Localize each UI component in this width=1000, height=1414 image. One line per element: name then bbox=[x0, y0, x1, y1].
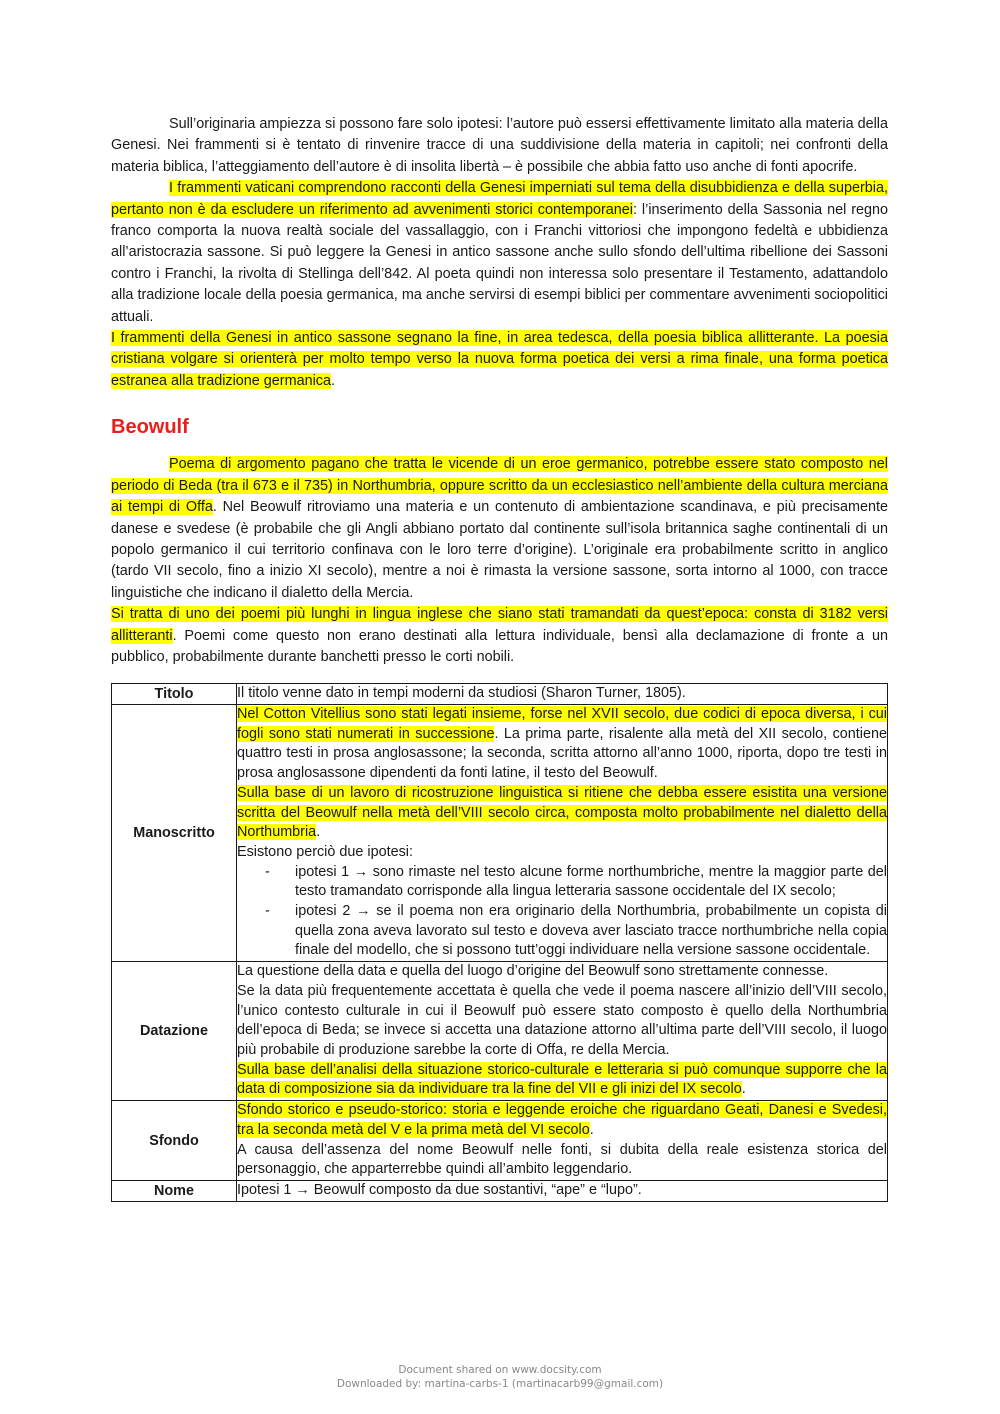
cell-text: Se la data più frequentemente accettata è quella che vede il poema nascere all’inizio dell’VIII secolo, l’unico contesto culturale in cui il Beowulf può essere stato composto è quello della Northumbria dell’epoca di Beda; se invece si accetta una datazione attorno all’ultima parte dell’VIII secolo, il luogo più probabile di produzione sarebbe la corte di Offa, re della Mercia. bbox=[237, 982, 887, 1058]
cell-text: Il titolo venne dato in tempi moderni da studiosi (Sharon Turner, 1805). bbox=[237, 685, 686, 702]
cell-text: . La prima parte, risalente alla metà del XII secolo, contiene quattro testi in prosa anglosassone; la seconda, scritta attorno all’anno 1000, riporta, dopo tre testi in prosa anglosassone dipendenti da fonti latine, il testo del Beowulf. bbox=[237, 725, 888, 782]
row-content bbox=[237, 684, 888, 705]
document-page bbox=[111, 114, 888, 1202]
highlighted-text: Sulla base dell’analisi della situazione storico-culturale e letteraria si può comunque supporre che la data di composizione sia da individuare tra la fine del VII e gli inizi del IX secolo bbox=[237, 1061, 887, 1098]
highlighted-text: Sfondo storico e pseudo-storico: storia e leggende eroiche che riguardano Geati, Danesi e Svedesi, tra la seconda metà del V e la prima metà del VI secolo bbox=[237, 1102, 887, 1138]
row-label: Datazione bbox=[112, 962, 237, 1101]
manuscript-paragraph-1 bbox=[237, 705, 887, 784]
intro-paragraph bbox=[111, 114, 888, 178]
row-content bbox=[237, 962, 888, 1101]
hypotheses-intro: Esistono perciò due ipotesi: bbox=[237, 843, 413, 860]
cell-text: La questione della data e quella del luogo d’origine del Beowulf sono strettamente connesse. bbox=[237, 963, 829, 980]
table-row-datazione bbox=[112, 962, 888, 1101]
paragraph-text: . Poemi come questo non erano destinati alla lettura individuale, bensì alla declamazione di fronte a un pubblico, probabilmente durante banchetti presso le corti nobili. bbox=[111, 627, 888, 665]
genesis-fragments-paragraph bbox=[111, 328, 888, 392]
highlighted-text: Si tratta di uno dei poemi più lunghi in lingua inglese che siano stati tramandati da quest’epoca: consta di 3182 versi allitteranti bbox=[111, 606, 888, 644]
highlighted-text: Nel Cotton Vitellius sono stati legati insieme, forse nel XVII secolo, due codici di epoca diversa, i cui fogli sono stati numerati in successione bbox=[237, 706, 887, 742]
cell-text: . bbox=[741, 1081, 746, 1098]
section-heading-beowulf: Beowulf bbox=[111, 416, 189, 439]
list-item-text: ipotesi 2 → se il poema non era originario della Northumbria, probabilmente un copista di quella zona aveva lavorato sul testo e doveva aver lasciato tracce northumbriche nella copia finale del modello, che si possono tutt’oggi individuare nella versione sassone occidentale. bbox=[295, 903, 887, 959]
beowulf-length-paragraph bbox=[111, 604, 888, 668]
cell-text: A causa dell’assenza del nome Beowulf nelle fonti, si dubita della reale esistenza storica del personaggio, che apparterrebbe quindi all’ambito leggendario. bbox=[237, 1141, 887, 1178]
highlighted-text: I frammenti della Genesi in antico sassone segnano la fine, in area tedesca, della poesia biblica allitterante. La poesia cristiana volgare si orienterà per molto tempo verso la nuova forma poetica dei versi a rima finale, una forma poetica estranea alla tradizione germanica bbox=[111, 330, 888, 389]
manuscript-paragraph-2 bbox=[237, 784, 887, 843]
intro-paragraph-text: Sull’originaria ampiezza si possono fare solo ipotesi: l’autore può essersi effettivamente limitato alla materia della Genesi. Nei frammenti si è tentato di rinvenire tracce di una suddivisione della materia in capitoli; nei confronti della materia biblica, l’atteggiamento dell’autore è di insolita libertà – è possibile che abbia fatto uso anche di fonti apocrife. bbox=[111, 116, 888, 175]
beowulf-intro-paragraph bbox=[111, 454, 888, 604]
vatican-fragments-paragraph bbox=[111, 178, 888, 328]
row-label: Nome bbox=[112, 1180, 237, 1201]
footer-download-notice: Downloaded by: martina-carbs-1 (martinacarb99@gmail.com) bbox=[336, 1378, 664, 1390]
table-row-manoscritto bbox=[112, 705, 888, 962]
cell-text: Ipotesi 1 → Beowulf composto da due sostantivi, “ape” e “lupo”. bbox=[237, 1181, 642, 1198]
row-label: Titolo bbox=[112, 684, 237, 705]
list-item-text: ipotesi 1 → sono rimaste nel testo alcune forme northumbriche, mentre la maggior parte del testo tramandato corrisponde alla lingua letteraria sassone occidentale del IX secolo; bbox=[295, 863, 887, 900]
row-label: Manoscritto bbox=[112, 705, 237, 962]
footer-shared-notice: Document shared on www.docsity.com bbox=[398, 1364, 602, 1376]
row-label: Sfondo bbox=[112, 1101, 237, 1181]
hypotheses-list bbox=[237, 863, 887, 962]
list-item bbox=[237, 863, 887, 902]
paragraph-text: : l’inserimento della Sassonia nel regno franco comporta la nuova realtà sociale del vassallaggio, con i Franchi vittoriosi che impongono fedeltà e ubbidienza all’aristocrazia sassone. Si può leggere la Genesi in antico sassone anche sullo sfondo dell’ultima ribellione dei Sassoni contro i Franchi, la rivolta di Stellinga dell’842. Al poeta quindi non interessa solo presentare il Testamento, adattandolo alla tradizione locale della poesia germanica, ma anche servirsi di esempi biblici per commentare avvenimenti sociopolitici attuali. bbox=[111, 201, 888, 325]
table-row-nome bbox=[112, 1180, 888, 1201]
beowulf-info-table bbox=[111, 683, 888, 1201]
paragraph-text: . bbox=[330, 372, 335, 389]
bullet-dash: - bbox=[265, 903, 270, 920]
list-item bbox=[237, 902, 887, 961]
paragraph-text: . Nel Beowulf ritroviamo una materia e un contenuto di ambientazione scandinava, e più precisamente danese e svedese (è probabile che gli Angli abbiano portato dal continente sull’isola britannica saghe continentali di un popolo germanico il cui territorio confinava con le loro terre d’origine). L’originale era probabilmente scritto in anglico (tardo VII secolo, fino a inizio XI secolo), mentre a noi è rimasta la versione sassone, sorta intorno al 1000, con tracce linguistiche che indicano il dialetto della Mercia. bbox=[111, 499, 888, 601]
bullet-dash: - bbox=[265, 863, 270, 880]
cell-text: . bbox=[589, 1121, 594, 1138]
row-content bbox=[237, 705, 888, 962]
highlighted-text: Poema di argomento pagano che tratta le vicende di un eroe germanico, potrebbe essere stato composto nel periodo di Beda (tra il 673 e il 735) in Northumbria, oppure scritto da un ecclesiastico nell’ambiente della cultura merciana ai tempi di Offa bbox=[111, 456, 888, 516]
highlighted-text: Sulla base di un lavoro di ricostruzione linguistica si ritiene che debba essere esistita una versione scritta del Beowulf nella metà dell’VIII secolo circa, composta molto probabilmente nel dialetto della Northumbria bbox=[237, 784, 887, 841]
table-row-sfondo bbox=[112, 1101, 888, 1181]
dating-conclusion bbox=[237, 1061, 887, 1100]
table-row-titolo bbox=[112, 684, 888, 705]
highlighted-text: I frammenti vaticani comprendono racconti della Genesi imperniati sul tema della disubbidienza e della superbia, pertanto non è da escludere un riferimento ad avvenimenti storici contemporanei bbox=[111, 180, 888, 218]
background-summary bbox=[237, 1101, 887, 1140]
row-content bbox=[237, 1180, 888, 1201]
row-content bbox=[237, 1101, 888, 1181]
cell-text: . bbox=[316, 824, 321, 841]
